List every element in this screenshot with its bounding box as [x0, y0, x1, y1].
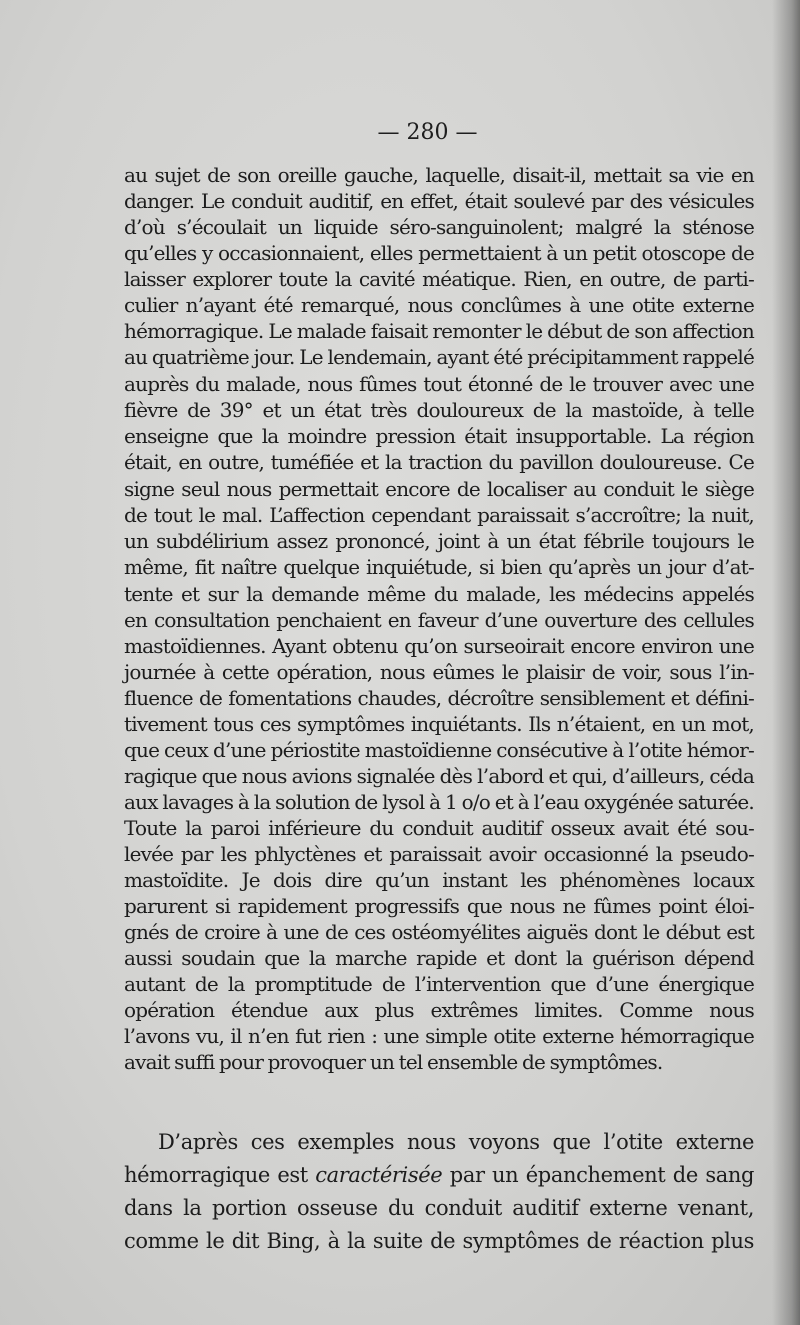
- text-line: au quatrième jour. Le lendemain, ayant été précipitamment rappelé: [124, 345, 754, 369]
- text-line: que ceux d’une périostite mastoïdienne consécutive à l’otite hémor-: [124, 738, 754, 762]
- text-line: fièvre de 39° et un état très douloureux de la mastoïde, à telle: [124, 398, 754, 422]
- page-number: — 280 —: [377, 120, 478, 145]
- text-line: un subdélirium assez prononcé, joint à un état fébrile toujours le: [124, 529, 754, 553]
- text-line: avait suffi pour provoquer un tel ensemble de symptômes.: [124, 1050, 663, 1074]
- text-line: autant de la promptitude de l’intervention que d’une énergique: [124, 972, 754, 996]
- text-line: était, en outre, tuméfiée et la traction du pavillon douloureuse. Ce: [124, 450, 754, 474]
- italic-term: caractérisée: [315, 1163, 443, 1187]
- text-line: hémorragique. Le malade faisait remonter le début de son affection: [124, 319, 754, 343]
- text-line: parurent si rapidement progressifs que nous ne fûmes point éloi-: [124, 894, 754, 918]
- text-line: qu’elles y occasionnaient, elles permettaient à un petit otoscope de: [124, 241, 754, 265]
- text-line: mastoïdiennes. Ayant obtenu qu’on surseoirait encore environ une: [124, 634, 754, 658]
- text-segment: par un épanchement de sang: [442, 1163, 754, 1187]
- text-line: levée par les phlyctènes et paraissait avoir occasionné la pseudo-: [124, 842, 754, 866]
- text-line: danger. Le conduit auditif, en effet, était soulevé par des vésicules: [124, 189, 754, 213]
- text-line: tente et sur la demande même du malade, les médecins appelés: [124, 582, 754, 606]
- text-line: [124, 1163, 754, 1187]
- text-line: ragique que nous avions signalée dès l’abord et qui, d’ailleurs, céda: [124, 764, 754, 788]
- text-line: opération étendue aux plus extrêmes limites. Comme nous: [124, 998, 754, 1022]
- text-line: gnés de croire à une de ces ostéomyélites aiguës dont le début est: [124, 920, 754, 944]
- text-line: l’avons vu, il n’en fut rien : une simple otite externe hémorragique: [124, 1024, 754, 1048]
- text-line: au sujet de son oreille gauche, laquelle, disait-il, mettait sa vie en: [124, 163, 754, 187]
- text-line: D’après ces exemples nous voyons que l’otite externe: [158, 1130, 754, 1154]
- text-line: enseigne que la moindre pression était insupportable. La région: [124, 424, 754, 448]
- text-segment: hémorragique est: [124, 1163, 316, 1187]
- text-line: journée à cette opération, nous eûmes le plaisir de voir, sous l’in-: [124, 660, 754, 684]
- text-line: comme le dit Bing, à la suite de symptômes de réaction plus: [124, 1229, 754, 1253]
- text-line: tivement tous ces symptômes inquiétants. Ils n’étaient, en un mot,: [124, 712, 754, 736]
- text-line: fluence de fomentations chaudes, décroître sensiblement et défini-: [124, 686, 754, 710]
- text-line: Toute la paroi inférieure du conduit auditif osseux avait été sou-: [124, 816, 754, 840]
- text-line: en consultation penchaient en faveur d’une ouverture des cellules: [124, 608, 754, 632]
- text-line: signe seul nous permettait encore de localiser au conduit le siège: [124, 477, 754, 501]
- text-line: dans la portion osseuse du conduit auditif externe venant,: [124, 1196, 754, 1220]
- text-line: aussi soudain que la marche rapide et dont la guérison dépend: [124, 946, 754, 970]
- text-line: aux lavages à la solution de lysol à 1 o/o et à l’eau oxygénée saturée.: [124, 790, 754, 814]
- text-line: mastoïdite. Je dois dire qu’un instant les phénomènes locaux: [124, 868, 754, 892]
- text-line: laisser explorer toute la cavité méatique. Rien, en outre, de parti-: [124, 267, 754, 291]
- text-line: auprès du malade, nous fûmes tout étonné de le trouver avec une: [124, 372, 754, 396]
- text-line: culier n’ayant été remarqué, nous conclûmes à une otite externe: [124, 293, 754, 317]
- text-line: d’où s’écoulait un liquide séro-sanguinolent; malgré la sténose: [124, 215, 754, 239]
- text-line: de tout le mal. L’affection cependant paraissait s’accroître; la nuit,: [124, 503, 754, 527]
- page-edge-shadow: [772, 0, 800, 1325]
- text-line: même, fit naître quelque inquiétude, si bien qu’après un jour d’at-: [124, 555, 754, 579]
